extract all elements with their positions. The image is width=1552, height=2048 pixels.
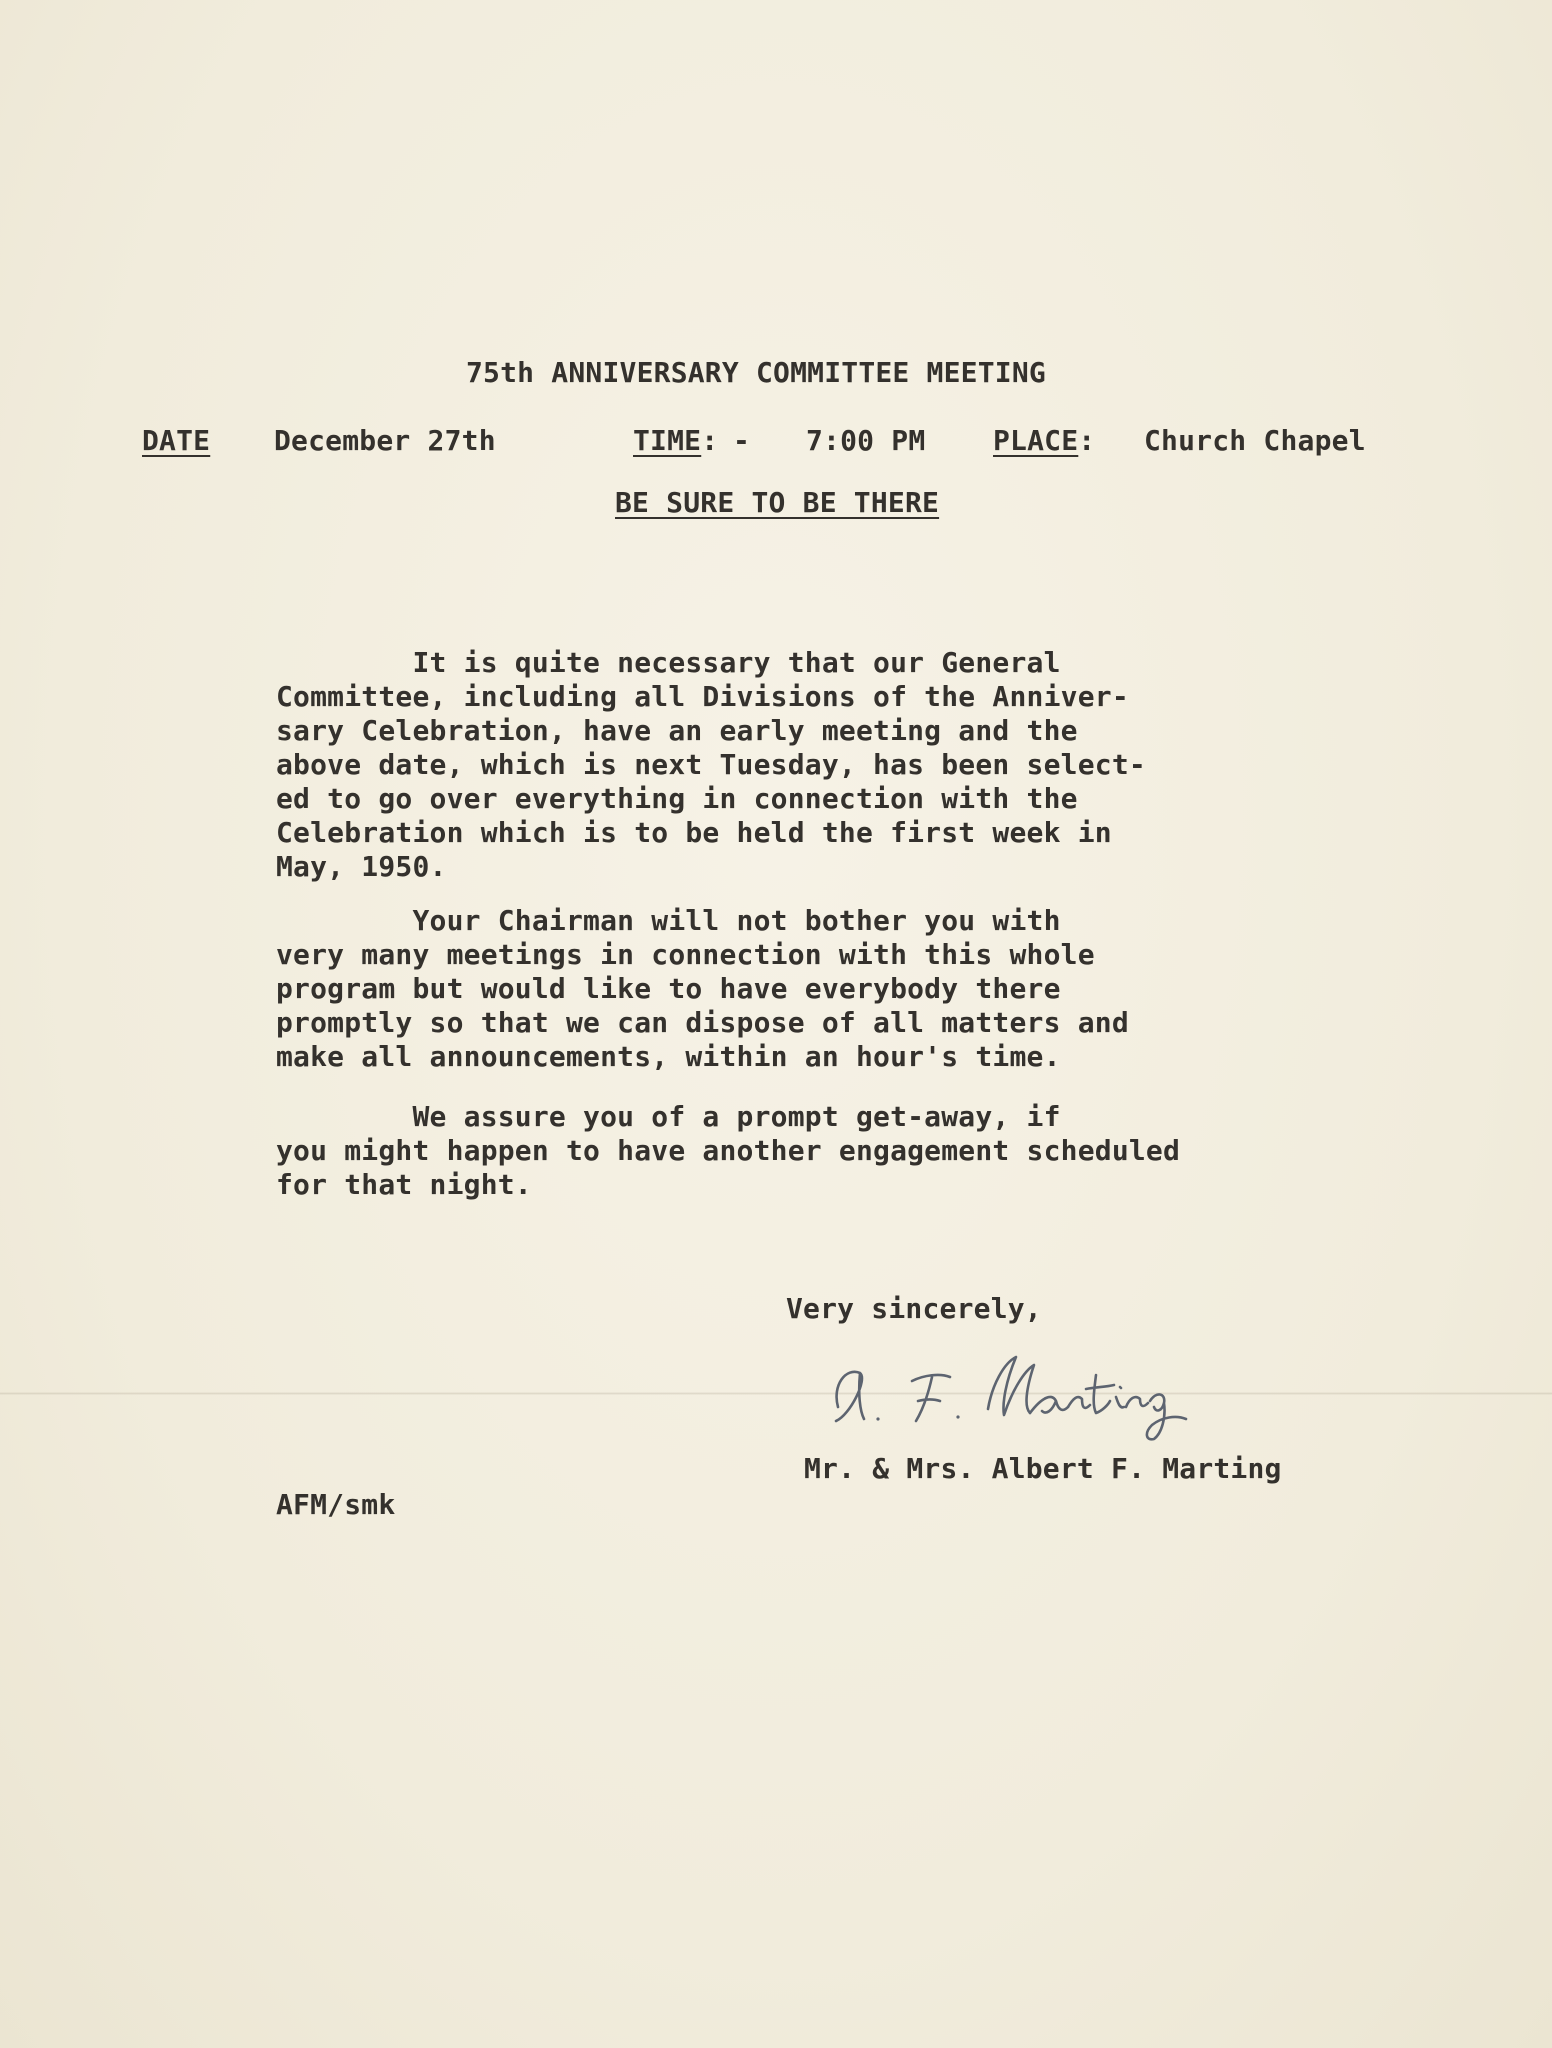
signer-name: Mr. & Mrs. Albert F. Marting — [804, 1452, 1282, 1485]
paragraph-1-line-3: sary Celebration, have an early meeting and the — [276, 714, 1078, 747]
typist-initials: AFM/smk — [276, 1488, 396, 1521]
paragraph-1-line-7: May, 1950. — [276, 850, 447, 883]
paragraph-2-line-2: very many meetings in connection with this whole — [276, 938, 1095, 971]
paragraph-3-line-2: you might happen to have another engagement scheduled — [276, 1134, 1181, 1167]
be-sure-notice: BE SURE TO BE THERE — [615, 486, 940, 519]
paper-fold-line — [0, 1392, 1552, 1395]
time-value: 7:00 PM — [806, 424, 926, 457]
paragraph-2-line-3: program but would like to have everybody there — [276, 972, 1061, 1005]
place-colon: : — [1078, 424, 1096, 457]
date-label: DATE — [142, 424, 211, 457]
time-label-group — [633, 424, 718, 457]
paragraph-1-line-2: Committee, including all Divisions of the Anniver- — [276, 680, 1129, 713]
paragraph-1-line-5: ed to go over everything in connection with the — [276, 782, 1078, 815]
place-label: PLACE — [993, 424, 1079, 457]
paragraph-3-line-3: for that night. — [276, 1168, 532, 1201]
paragraph-2-line-4: promptly so that we can dispose of all matters and — [276, 1006, 1129, 1039]
time-colon: : — [701, 424, 719, 457]
place-label-group — [993, 424, 1095, 457]
paragraph-1-line-1: It is quite necessary that our General — [276, 646, 1061, 679]
closing-salutation: Very sincerely, — [786, 1292, 1042, 1325]
paragraph-3-line-1: We assure you of a prompt get-away, if — [276, 1100, 1061, 1133]
meeting-title: 75th ANNIVERSARY COMMITTEE MEETING — [466, 356, 1046, 389]
paragraph-2-line-1: Your Chairman will not bother you with — [276, 904, 1061, 937]
paragraph-1-line-4: above date, which is next Tuesday, has been select- — [276, 748, 1146, 781]
paragraph-1-line-6: Celebration which is to be held the first week in — [276, 816, 1112, 849]
place-value: Church Chapel — [1144, 424, 1366, 457]
paragraph-2-line-5: make all announcements, within an hour's time. — [276, 1040, 1061, 1073]
time-separator: - — [716, 424, 751, 457]
time-label: TIME — [633, 424, 702, 457]
date-value: December 27th — [274, 424, 496, 457]
handwritten-signature — [820, 1345, 1200, 1445]
